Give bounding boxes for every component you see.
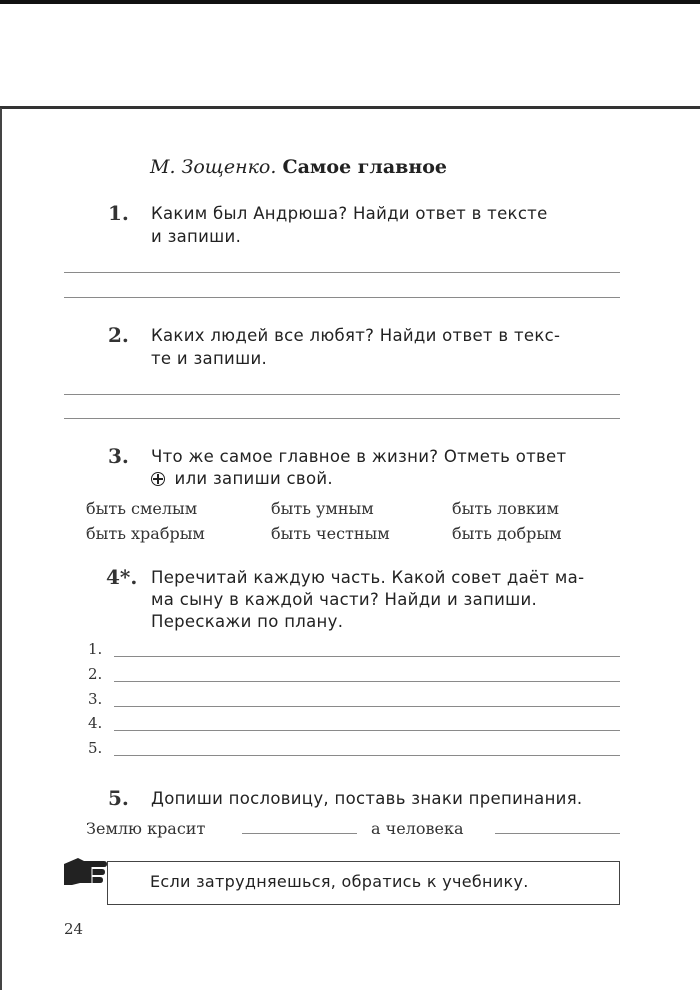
task-5-text: Допиши пословицу, поставь знаки препинания. [151, 789, 583, 808]
task-1-text-line-2: и запиши. [151, 227, 242, 246]
page-number: 24 [64, 920, 84, 938]
plan-number: 4. [88, 714, 103, 732]
task-5-number: 5. [108, 786, 129, 810]
plan-number: 5. [88, 739, 103, 757]
option-kind[interactable]: быть добрым [452, 524, 562, 543]
answer-line[interactable] [64, 297, 620, 298]
task-4-text-line-3: Перескажи по плану. [151, 612, 344, 631]
option-smart[interactable]: быть умным [271, 499, 374, 518]
answer-line[interactable] [64, 418, 620, 419]
circle-plus-icon [151, 472, 165, 486]
task-4-number: 4*. [106, 565, 138, 589]
task-2-number: 2. [108, 323, 129, 347]
proverb-blank[interactable] [242, 833, 357, 834]
task-1-number: 1. [108, 201, 129, 225]
plan-line[interactable] [114, 755, 620, 756]
page-left-border [0, 108, 2, 990]
plan-line[interactable] [114, 681, 620, 682]
plan-line[interactable] [114, 656, 620, 657]
hint-text: Если затрудняешься, обратись к учебнику. [150, 872, 529, 891]
task-3-text-line-2-label: или запиши свой. [174, 469, 333, 488]
title-work: Самое главное [282, 156, 448, 178]
pointing-hand-icon [62, 852, 108, 888]
proverb-part-2: а человека [371, 819, 464, 838]
option-brave[interactable]: быть смелым [86, 499, 198, 518]
answer-line[interactable] [64, 394, 620, 395]
scan-top-edge [0, 0, 700, 4]
task-4-text-line-1: Перечитай каждую часть. Какой совет даёт ма- [151, 568, 585, 587]
plan-number: 2. [88, 665, 103, 683]
task-3-text-line-1: Что же самое главное в жизни? Отметь ответ [151, 447, 567, 466]
option-honest[interactable]: быть честным [271, 524, 390, 543]
task-3-text-line-2 [151, 468, 333, 490]
title-author: М. Зощенко. [150, 156, 277, 178]
task-2-text-line-1: Каких людей все любят? Найди ответ в текс- [151, 326, 561, 345]
task-4-text-line-2: ма сыну в каждой части? Найди и запиши. [151, 590, 538, 609]
task-2-text-line-2: те и запиши. [151, 349, 268, 368]
plan-line[interactable] [114, 730, 620, 731]
proverb-blank[interactable] [495, 833, 620, 834]
option-agile[interactable]: быть ловким [452, 499, 559, 518]
task-1-text-line-1: Каким был Андрюша? Найди ответ в тексте [151, 204, 548, 223]
answer-line[interactable] [64, 272, 620, 273]
plan-number: 1. [88, 640, 103, 658]
page-top-border [0, 106, 700, 109]
proverb-part-1: Землю красит [86, 819, 206, 838]
plan-number: 3. [88, 690, 103, 708]
task-3-number: 3. [108, 444, 129, 468]
page-title [150, 156, 447, 178]
option-courageous[interactable]: быть храбрым [86, 524, 205, 543]
plan-line[interactable] [114, 706, 620, 707]
